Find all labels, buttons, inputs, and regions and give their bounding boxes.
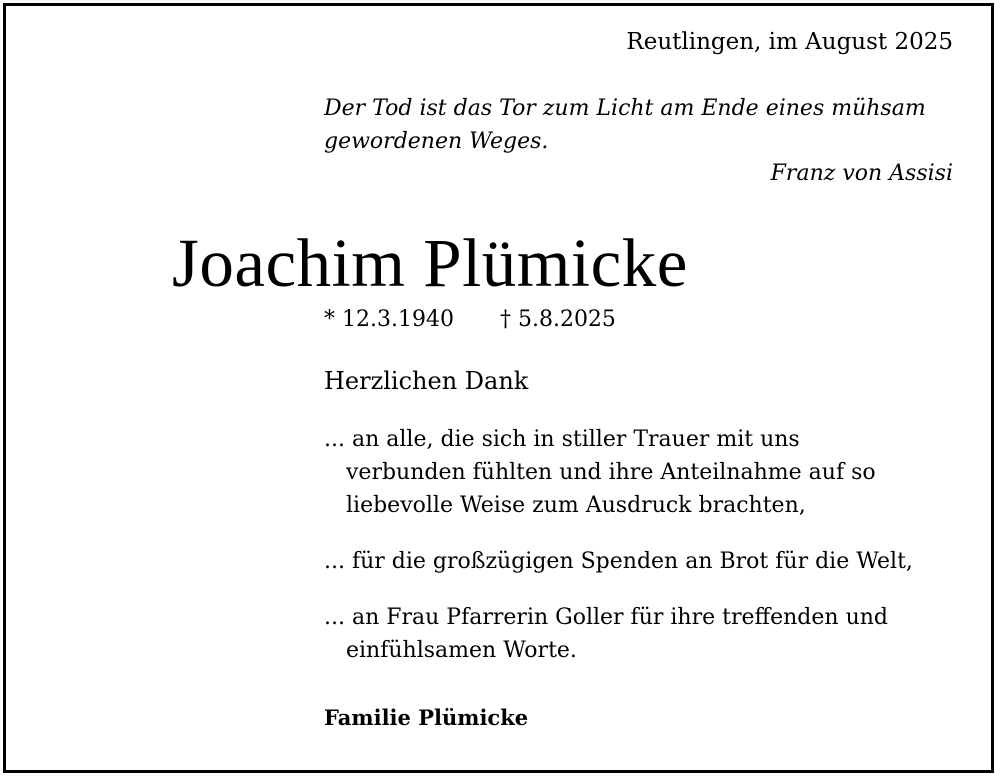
deceased-name: Joachim Plümicke: [172, 225, 688, 301]
paragraph-line: einfühlsamen Worte.: [346, 638, 577, 663]
paragraph-line: ... an Frau Pfarrerin Goller für ihre treffenden und: [324, 605, 888, 630]
life-dates: [324, 305, 616, 335]
paragraph-line: ... für die großzügigen Spenden an Brot für die Welt,: [324, 549, 913, 574]
paragraph-line: ... an alle, die sich in stiller Trauer mit uns: [324, 427, 800, 452]
thanks-paragraph: [324, 423, 964, 522]
death-date: † 5.8.2025: [499, 307, 616, 332]
paragraph-line: liebevolle Weise zum Ausdruck brachten,: [346, 493, 806, 518]
birth-date: * 12.3.1940: [324, 307, 454, 332]
thanks-paragraph: [324, 601, 964, 667]
thanks-paragraph: [324, 545, 964, 578]
thanks-heading: Herzlichen Dank: [324, 367, 529, 395]
quote-line: Der Tod ist das Tor zum Licht am Ende eines mühsam: [324, 96, 926, 121]
paragraph-line: verbunden fühlten und ihre Anteilnahme auf so: [346, 460, 876, 485]
quote-author: Franz von Assisi: [770, 161, 953, 186]
quote-line: gewordenen Weges.: [324, 129, 549, 154]
quote: [324, 92, 964, 158]
signature: Familie Plümicke: [324, 705, 529, 730]
place-date: Reutlingen, im August 2025: [626, 29, 953, 55]
